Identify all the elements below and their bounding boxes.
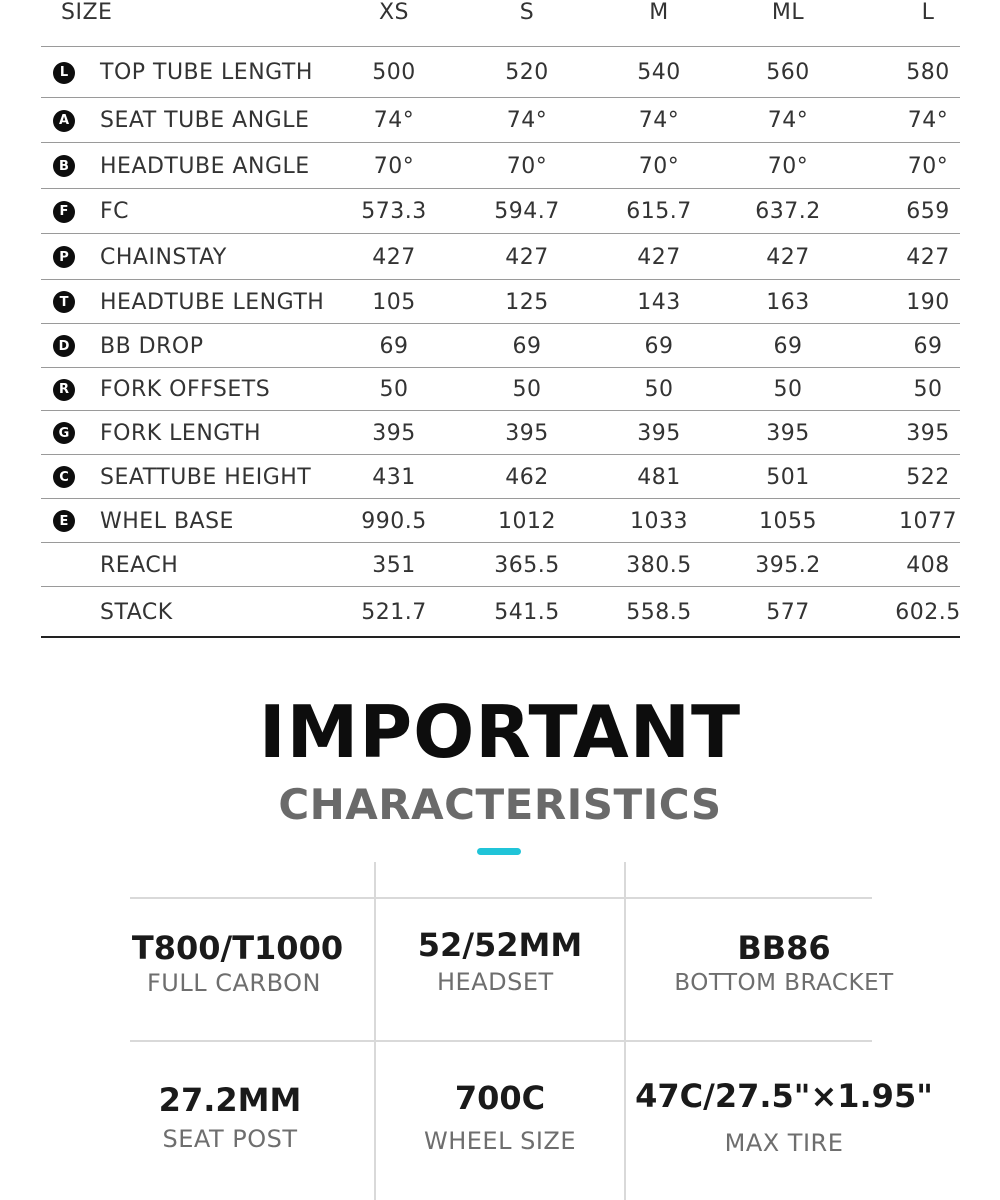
row-value: 1055 (759, 508, 817, 534)
feature-value: BB86 (737, 929, 831, 967)
row-value: 427 (372, 244, 416, 270)
row-value: 50 (512, 377, 542, 402)
header-size-m: M (649, 0, 669, 25)
row-value: 1077 (899, 508, 957, 534)
row-value: 74° (638, 108, 680, 133)
row-label: WHEL BASE (100, 508, 234, 534)
row-label: SEAT TUBE ANGLE (100, 108, 310, 133)
geometry-table (41, 0, 960, 638)
row-value: 615.7 (626, 199, 692, 224)
feature-headset (376, 925, 624, 997)
row-value: 395 (766, 420, 810, 446)
row-value: 462 (505, 464, 549, 490)
row-label: HEADTUBE ANGLE (100, 153, 310, 179)
row-value: 395.2 (755, 552, 821, 578)
row-value: 500 (372, 60, 416, 85)
heading-characteristics: CHARACTERISTICS (278, 780, 722, 829)
grid-line-middle (130, 1040, 872, 1042)
row-value: 427 (906, 244, 950, 270)
row-value: 351 (372, 552, 416, 578)
row-value: 74° (506, 108, 548, 133)
row-value: 69 (773, 333, 803, 359)
row-value: 408 (906, 552, 950, 578)
feature-value: 52/52MM (417, 926, 583, 964)
grid-line-top (130, 897, 872, 899)
row-value: 427 (637, 244, 681, 270)
row-value: 481 (637, 464, 681, 490)
row-value: 580 (906, 60, 950, 85)
row-value: 541.5 (494, 599, 560, 625)
row-value: 69 (913, 333, 943, 359)
row-value: 522 (906, 464, 950, 490)
row-letter-badge: P (53, 246, 75, 268)
feature-label: FULL CARBON (147, 969, 321, 997)
row-value: 70° (907, 153, 949, 179)
row-letter-badge: R (53, 379, 75, 401)
table-row (41, 279, 960, 324)
table-row (41, 586, 960, 637)
feature-value: T800/T1000 (131, 929, 344, 967)
row-value: 163 (766, 289, 810, 315)
row-value: 427 (766, 244, 810, 270)
feature-bottom-bracket (660, 928, 908, 998)
header-size-l: L (921, 0, 935, 25)
row-value: 380.5 (626, 552, 692, 578)
row-label: FORK LENGTH (100, 420, 262, 446)
row-value: 74° (373, 108, 415, 133)
row-value: 540 (637, 60, 681, 85)
feature-seat-post (130, 1080, 330, 1154)
table-header-row (41, 0, 960, 46)
feature-value: 47C/27.5"×1.95" (635, 1077, 933, 1115)
row-label: REACH (100, 552, 179, 578)
row-value: 577 (766, 599, 810, 625)
table-row (41, 142, 960, 189)
table-row (41, 323, 960, 368)
row-label: HEADTUBE LENGTH (100, 289, 325, 315)
row-value: 520 (505, 60, 549, 85)
row-value: 395 (637, 420, 681, 446)
row-value: 659 (906, 199, 950, 224)
feature-label: HEADSET (437, 968, 554, 996)
row-letter-badge: C (53, 466, 75, 488)
accent-divider (477, 848, 521, 855)
row-value: 431 (372, 464, 416, 490)
row-value: 521.7 (361, 599, 427, 625)
table-row (41, 97, 960, 143)
row-value: 501 (766, 464, 810, 490)
row-value: 70° (767, 153, 809, 179)
row-letter-badge: E (53, 510, 75, 532)
row-value: 143 (637, 289, 681, 315)
feature-value: 700C (454, 1079, 546, 1117)
row-letter-badge: L (53, 62, 75, 84)
row-label: FORK OFFSETS (100, 377, 271, 402)
feature-label: MAX TIRE (724, 1129, 844, 1157)
feature-label: WHEEL SIZE (423, 1127, 577, 1155)
header-size-s: S (519, 0, 535, 25)
feature-frame-material (130, 928, 345, 998)
table-row (41, 454, 960, 499)
row-value: 105 (372, 289, 416, 315)
row-letter-badge: T (53, 291, 75, 313)
row-value: 70° (638, 153, 680, 179)
row-value: 594.7 (494, 199, 560, 224)
table-row (41, 498, 960, 543)
table-row (41, 542, 960, 587)
row-label: TOP TUBE LENGTH (100, 60, 313, 85)
row-value: 427 (505, 244, 549, 270)
row-value: 573.3 (361, 199, 427, 224)
row-value: 395 (906, 420, 950, 446)
feature-max-tire (626, 1076, 942, 1158)
row-letter-badge: D (53, 335, 75, 357)
row-label: CHAINSTAY (100, 244, 227, 270)
heading-important: IMPORTANT (258, 690, 742, 774)
row-label: STACK (100, 599, 173, 625)
row-value: 70° (373, 153, 415, 179)
row-value: 50 (913, 377, 943, 402)
row-value: 125 (505, 289, 549, 315)
row-value: 50 (773, 377, 803, 402)
row-label: BB DROP (100, 333, 204, 359)
row-letter-badge: G (53, 422, 75, 444)
feature-wheel-size (376, 1078, 624, 1156)
row-value: 602.5 (895, 599, 961, 625)
row-value: 1033 (630, 508, 688, 534)
row-value: 50 (644, 377, 674, 402)
row-value: 70° (506, 153, 548, 179)
row-value: 395 (505, 420, 549, 446)
row-letter-badge: F (53, 201, 75, 223)
row-value: 50 (379, 377, 409, 402)
row-value: 558.5 (626, 599, 692, 625)
row-letter-badge: A (53, 110, 75, 132)
table-row (41, 367, 960, 411)
row-value: 560 (766, 60, 810, 85)
row-label: SEATTUBE HEIGHT (100, 464, 312, 490)
header-size-xs: XS (378, 0, 410, 25)
row-letter-badge: B (53, 155, 75, 177)
row-value: 69 (512, 333, 542, 359)
row-value: 637.2 (755, 199, 821, 224)
table-row (41, 410, 960, 455)
row-value: 69 (644, 333, 674, 359)
feature-value: 27.2MM (158, 1081, 302, 1119)
table-row (41, 188, 960, 234)
row-value: 74° (767, 108, 809, 133)
table-row (41, 46, 960, 98)
row-value: 990.5 (361, 508, 427, 534)
row-value: 365.5 (494, 552, 560, 578)
table-row (41, 233, 960, 280)
row-value: 1012 (498, 508, 556, 534)
row-value: 69 (379, 333, 409, 359)
row-value: 190 (906, 289, 950, 315)
row-value: 74° (907, 108, 949, 133)
row-label: FC (100, 199, 130, 224)
feature-label: BOTTOM BRACKET (674, 970, 894, 996)
header-size-label: SIZE (61, 0, 113, 25)
header-size-ml: ML (771, 0, 805, 25)
feature-label: SEAT POST (162, 1125, 298, 1153)
row-value: 395 (372, 420, 416, 446)
